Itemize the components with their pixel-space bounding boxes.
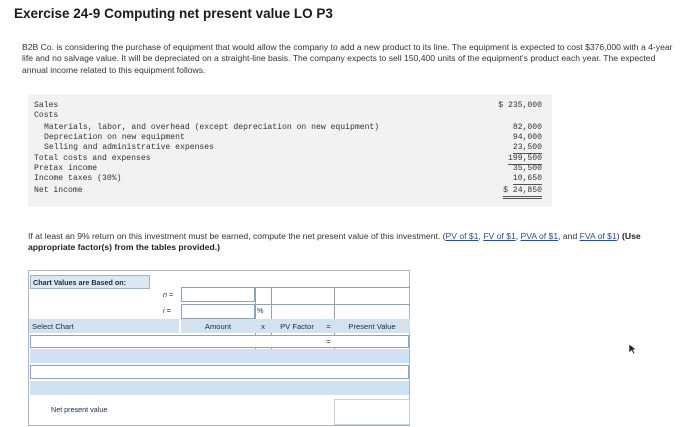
separator: , [478,231,484,241]
question-instruction: (Use appropriate factor(s) from the tables provided.) [28,231,641,253]
statement-row-materials [28,123,552,133]
pv-factor-header [271,319,323,333]
net-present-value-input[interactable] [334,399,410,425]
statement-label: Selling and administrative expenses [44,143,214,152]
statement-value: 23,500 [512,143,542,152]
net-present-value-label: Net present value [51,405,108,414]
statement-row-total-costs [28,154,552,164]
statement-value: 94,000 [512,133,542,142]
present-value-header [334,319,410,333]
paren-open: ( [442,231,446,241]
npv-worksheet [28,270,410,426]
exercise-title: Exercise 24-9 Computing net present value LO P3 [14,6,333,21]
present-value-label: Present Value [348,321,396,331]
statement-row-pretax [28,164,552,174]
separator: , and [558,231,580,241]
statement-row-taxes [28,174,552,184]
income-statement [28,94,552,207]
statement-row-selling [28,143,552,153]
statement-label: Costs [34,111,59,120]
amount-label: Amount [204,321,232,331]
statement-value: 82,000 [512,123,542,132]
link-fv-of-1[interactable]: FV of $1 [483,231,516,241]
n-input[interactable] [181,287,255,302]
statement-value: 199,500 [508,154,542,163]
amount-header [181,319,255,333]
times-symbol-cell [255,319,271,333]
statement-row-costs [28,111,552,121]
statement-label: Pretax income [34,164,98,173]
percent-symbol: % [257,306,264,315]
mouse-cursor-icon [628,343,638,355]
problem-description: B2B Co. is considering the purchase of equipment that would allow the company to add a new product to its line. The equipment is expected to cost $376,000 with a 4-year life and no salvage value. It will be depreciated on a straight-line basis. The company expects to sell 150,400 units of the equipment's product each year. The expected annual income related to this equipment follows. [22,42,673,75]
statement-row-net-income [28,186,552,196]
i-input[interactable] [181,304,255,319]
pv-factor-label: PV Factor [280,321,314,331]
statement-value: $ 24,850 [503,186,542,199]
statement-row-depreciation [28,133,552,143]
i-label: i = [163,306,171,315]
statement-label: Sales [34,101,59,110]
statement-label: Depreciation on new equipment [44,133,185,142]
statement-label: Net income [34,186,83,195]
link-pv-of-1[interactable]: PV of $1 [445,231,479,241]
equals-symbol-cell [323,319,334,333]
select-chart-label: Select Chart [32,321,74,331]
link-pva-of-1[interactable]: PVA of $1 [520,231,559,241]
grid-line [255,304,410,305]
statement-value: 35,500 [512,164,542,173]
worksheet-row-1[interactable] [30,335,409,348]
statement-label: Materials, labor, and overhead (except depreciation on new equipment) [44,123,380,132]
paren-close: ) [616,231,620,241]
question-prompt: If at least an 9% return on this investment must be earned, compute the net present value of this investment. [28,231,441,241]
equals-symbol: = [326,321,331,331]
statement-row-sales [28,101,552,111]
statement-value: $ 235,000 [498,101,542,110]
select-chart-header [29,319,179,333]
chart-values-label: Chart Values are Based on: [33,278,127,287]
link-fva-of-1[interactable]: FVA of $1 [579,231,617,241]
equals-symbol: = [326,337,331,346]
chart-values-header [30,275,150,289]
worksheet-row-4[interactable] [30,381,409,395]
separator: , [515,231,521,241]
grid-line [255,287,410,288]
question-text [28,231,678,254]
worksheet-row-3[interactable] [30,365,409,379]
times-symbol: x [261,321,265,331]
worksheet-row-2[interactable] [30,349,409,363]
n-label: n = [163,290,174,299]
statement-label: Total costs and expenses [34,154,151,163]
statement-value: 10,650 [512,174,542,183]
statement-label: Income taxes (30%) [34,174,122,183]
